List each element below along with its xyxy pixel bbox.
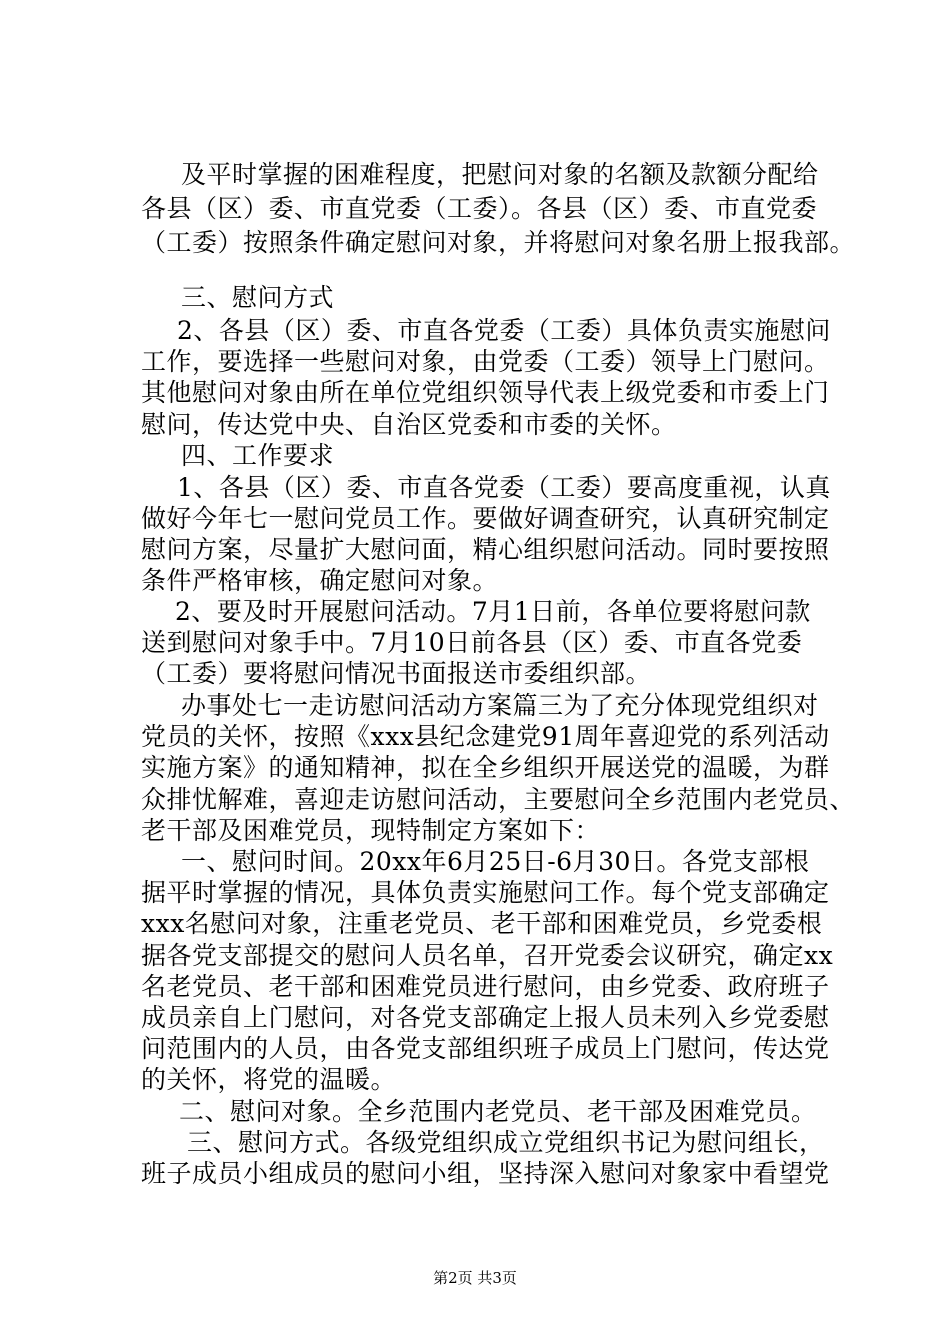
text-line: 三、慰问方式 bbox=[181, 283, 335, 312]
text-line: 一、慰问时间。20xx年6月25日-6月30日。各党支部根 bbox=[181, 847, 810, 876]
text-line: 名老党员、老干部和困难党员进行慰问，由乡党委、政府班子 bbox=[141, 972, 830, 1001]
text-line: 问范围内的人员，由各党支部组织班子成员上门慰问，传达党 bbox=[141, 1034, 830, 1063]
text-line: （工委）要将慰问情况书面报送市委组织部。 bbox=[141, 659, 652, 688]
text-line: 党员的关怀，按照《xxx县纪念建党91周年喜迎党的系列活动 bbox=[141, 722, 830, 751]
text-line: 众排忧解难，喜迎走访慰问活动，主要慰问全乡范围内老党员、 bbox=[141, 785, 856, 814]
text-line: 老干部及困难党员，现特制定方案如下： bbox=[141, 816, 601, 845]
text-line: 班子成员小组成员的慰问小组，坚持深入慰问对象家中看望党 bbox=[141, 1159, 830, 1188]
text-line: 工作，要选择一些慰问对象，由党委（工委）领导上门慰问。 bbox=[141, 347, 830, 376]
text-line: 条件严格审核，确定慰问对象。 bbox=[141, 566, 499, 595]
text-line: 1、各县（区）委、市直各党委（工委）要高度重视，认真 bbox=[177, 473, 831, 502]
text-line: 做好今年七一慰问党员工作。要做好调查研究，认真研究制定 bbox=[141, 504, 830, 533]
text-line: 三、慰问方式。各级党组织成立党组织书记为慰问组长， bbox=[187, 1128, 825, 1157]
text-line: xxx名慰问对象，注重老党员、老干部和困难党员，乡党委根 bbox=[141, 909, 823, 938]
text-line: 各县（区）委、市直党委（工委）。各县（区）委、市直党委 bbox=[141, 194, 818, 223]
text-line: 慰问，传达党中央、自治区党委和市委的关怀。 bbox=[141, 410, 677, 439]
text-line: 办事处七一走访慰问活动方案篇三为了充分体现党组织对 bbox=[181, 691, 819, 720]
text-line: 及平时掌握的困难程度，把慰问对象的名额及款额分配给 bbox=[181, 160, 819, 189]
text-line: （工委）按照条件确定慰问对象，并将慰问对象名册上报我部。 bbox=[141, 228, 856, 257]
text-line: 2、要及时开展慰问活动。7月1日前，各单位要将慰问款 bbox=[175, 597, 811, 626]
text-line: 成员亲自上门慰问，对各党支部确定上报人员未列入乡党委慰 bbox=[141, 1003, 830, 1032]
text-line: 四、工作要求 bbox=[181, 441, 335, 470]
text-line: 据平时掌握的情况，具体负责实施慰问工作。每个党支部确定 bbox=[141, 878, 830, 907]
text-line: 慰问方案，尽量扩大慰问面，精心组织慰问活动。同时要按照 bbox=[141, 535, 830, 564]
text-line: 的关怀，将党的温暖。 bbox=[141, 1065, 397, 1094]
text-line: 其他慰问对象由所在单位党组织领导代表上级党委和市委上门 bbox=[141, 378, 830, 407]
page-number: 第2页 共3页 bbox=[433, 1269, 517, 1287]
text-line: 二、慰问对象。全乡范围内老党员、老干部及困难党员。 bbox=[179, 1097, 817, 1126]
text-line: 2、各县（区）委、市直各党委（工委）具体负责实施慰问 bbox=[177, 316, 831, 345]
text-line: 送到慰问对象手中。7月10日前各县（区）委、市直各党委 bbox=[141, 628, 803, 657]
text-line: 实施方案》的通知精神，拟在全乡组织开展送党的温暖，为群 bbox=[141, 753, 830, 782]
text-line: 据各党支部提交的慰问人员名单，召开党委会议研究，确定xx bbox=[141, 941, 834, 970]
